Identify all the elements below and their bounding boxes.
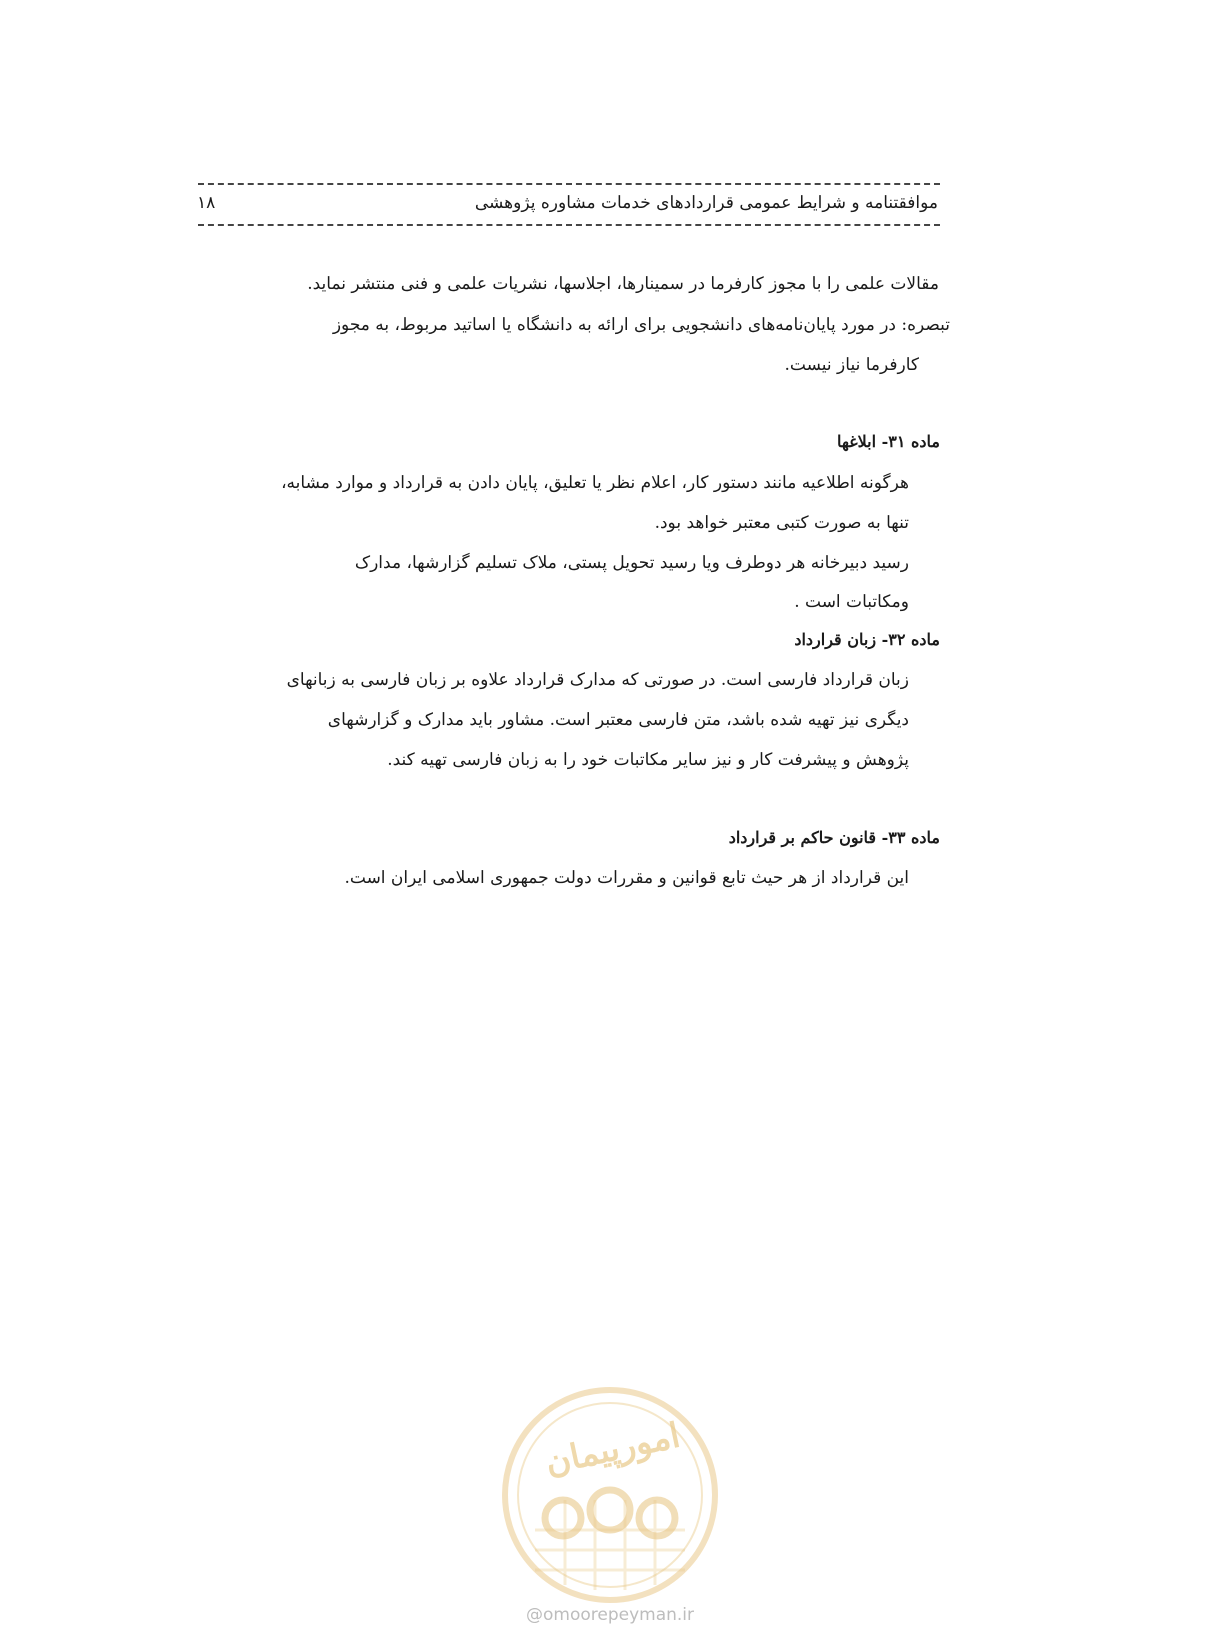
article-32-heading: ماده ۳۲- زبان قرارداد [794,630,940,649]
article-31-heading: ماده ۳۱- ابلاغها [837,432,940,451]
article-31-line-3: رسید دبیرخانه هر دوطرف ویا رسید تحویل پستی، ملاک تسلیم گزارشها، مدارک [354,553,909,573]
paragraph-publication: مقالات علمی را با مجوز کارفرما در سمینارها، اجلاسها، نشریات علمی و فنی منتشر نماید. [307,274,939,294]
note-line-2: کارفرما نیاز نیست. [784,355,919,375]
article-33-line-1: این قرارداد از هر حیث تابع قوانین و مقررات دولت جمهوری اسلامی ایران است. [344,868,909,888]
page-number: ۱۸ [197,193,216,213]
running-header: موافقتنامه و شرایط عمومی قراردادهای خدمات مشاوره پژوهشی [474,193,938,213]
watermark-logo-icon [495,1380,725,1610]
article-32-line-1: زبان قرارداد فارسی است. در صورتی که مدارک قرارداد علاوه بر زبان فارسی به زبانهای [286,670,909,690]
watermark-site: @omoorepeyman.ir [525,1605,695,1625]
header-rule-top [198,183,940,185]
header-rule-bottom [198,224,940,226]
article-32-line-3: پژوهش و پیشرفت کار و نیز سایر مکاتبات خود را به زبان فارسی تهیه کند. [387,750,909,770]
article-33-heading: ماده ۳۳- قانون حاکم بر قرارداد [728,828,940,847]
article-31-line-4: ومکاتبات است . [794,592,909,612]
note-line-1: تبصره: در مورد پایان‌نامه‌های دانشجویی برای ارائه به دانشگاه یا اساتید مربوط، به مجوز [332,315,950,335]
article-32-line-2: دیگری نیز تهیه شده باشد، متن فارسی معتبر است. مشاور باید مدارک و گزارشهای [327,710,909,730]
article-31-line-1: هرگونه اطلاعیه مانند دستور کار، اعلام نظر یا تعلیق، پایان دادن به قرارداد و موارد مشابه، [281,473,909,493]
watermark-logo-text: امورپیمان [541,1415,684,1483]
article-31-line-2: تنها به صورت کتبی معتبر خواهد بود. [654,513,909,533]
